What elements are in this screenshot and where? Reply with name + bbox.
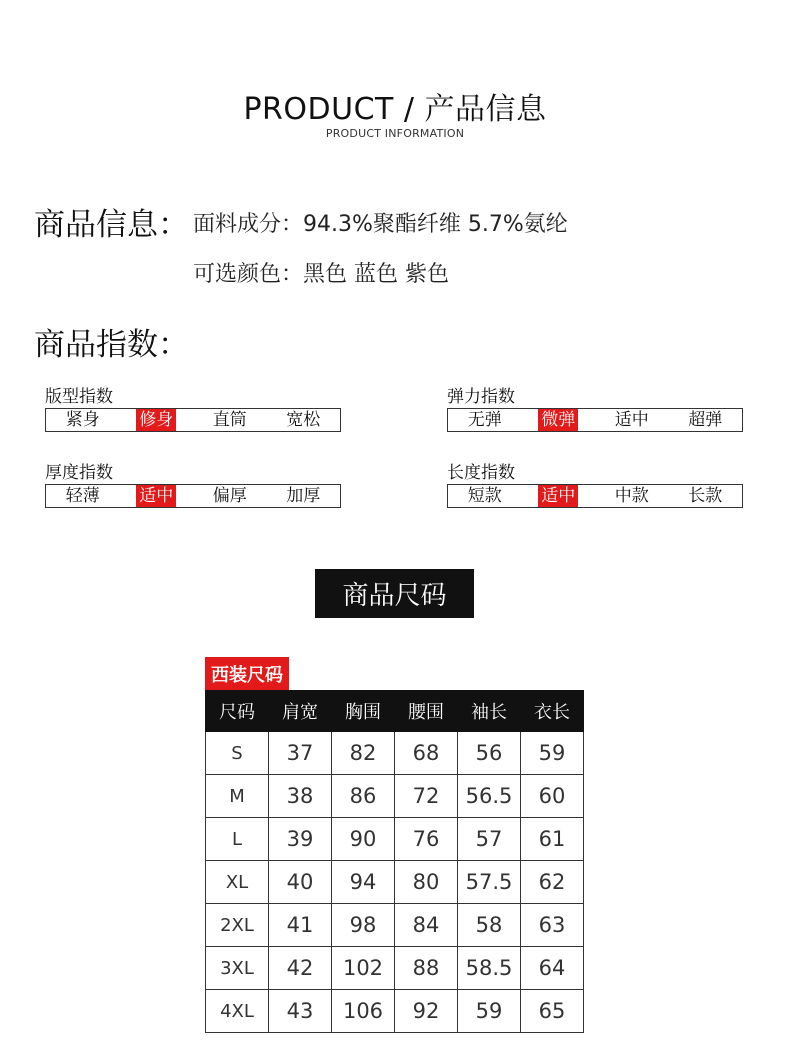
table-row <box>206 904 584 947</box>
length-index-scale <box>447 484 743 508</box>
size-section-heading: 商品尺码 <box>315 569 474 618</box>
index-option <box>669 485 743 507</box>
measure-cell: 88 <box>395 947 458 990</box>
index-option <box>522 485 596 507</box>
measure-cell: 65 <box>521 990 584 1033</box>
thickness-index-scale <box>45 484 341 508</box>
index-option <box>267 409 341 431</box>
column-header: 肩宽 <box>269 691 332 732</box>
page-subtitle: PRODUCT INFORMATION <box>325 127 465 140</box>
index-option-label: 宽松 <box>286 410 321 430</box>
stretch-index-scale <box>447 408 743 432</box>
measure-cell: 61 <box>521 818 584 861</box>
table-row <box>206 818 584 861</box>
index-option <box>120 409 194 431</box>
index-option-label: 长款 <box>688 486 723 506</box>
index-option-label: 超弹 <box>688 410 723 430</box>
measure-cell: 58.5 <box>458 947 521 990</box>
index-option <box>46 485 120 507</box>
measure-cell: 94 <box>332 861 395 904</box>
measure-cell: 60 <box>521 775 584 818</box>
size-cell: L <box>206 818 269 861</box>
measure-cell: 37 <box>269 732 332 775</box>
measure-cell: 56 <box>458 732 521 775</box>
measure-cell: 102 <box>332 947 395 990</box>
index-option-label: 偏厚 <box>212 486 247 506</box>
index-option-label: 紧身 <box>65 410 100 430</box>
product-info-heading: 商品信息： <box>34 207 189 243</box>
thickness-index-label: 厚度指数 <box>45 463 113 483</box>
measure-cell: 59 <box>521 732 584 775</box>
table-row <box>206 947 584 990</box>
measure-cell: 42 <box>269 947 332 990</box>
index-option <box>193 409 267 431</box>
index-option-label: 微弹 <box>538 409 578 431</box>
index-option <box>595 409 669 431</box>
size-cell: S <box>206 732 269 775</box>
measure-cell: 80 <box>395 861 458 904</box>
measure-cell: 57.5 <box>458 861 521 904</box>
index-option-label: 轻薄 <box>65 486 100 506</box>
index-option <box>193 485 267 507</box>
measure-cell: 40 <box>269 861 332 904</box>
measure-cell: 72 <box>395 775 458 818</box>
column-header: 袖长 <box>458 691 521 732</box>
index-option-label: 中款 <box>614 486 649 506</box>
column-header: 尺码 <box>206 691 269 732</box>
measure-cell: 57 <box>458 818 521 861</box>
index-option-label: 修身 <box>136 409 176 431</box>
measure-cell: 62 <box>521 861 584 904</box>
index-option-label: 无弹 <box>467 410 502 430</box>
index-option <box>46 409 120 431</box>
measure-cell: 84 <box>395 904 458 947</box>
size-cell: M <box>206 775 269 818</box>
table-row <box>206 990 584 1033</box>
measure-cell: 38 <box>269 775 332 818</box>
size-table <box>205 690 584 1033</box>
index-option <box>448 409 522 431</box>
measure-cell: 64 <box>521 947 584 990</box>
measure-cell: 82 <box>332 732 395 775</box>
measure-cell: 106 <box>332 990 395 1033</box>
color-options: 可选颜色：黑色 蓝色 紫色 <box>193 262 449 287</box>
measure-cell: 98 <box>332 904 395 947</box>
length-index-label: 长度指数 <box>447 463 515 483</box>
measure-cell: 41 <box>269 904 332 947</box>
table-row <box>206 732 584 775</box>
fabric-info: 面料成分：94.3%聚酯纤维 5.7%氨纶 <box>193 212 568 237</box>
size-cell: 3XL <box>206 947 269 990</box>
size-cell: 4XL <box>206 990 269 1033</box>
measure-cell: 63 <box>521 904 584 947</box>
measure-cell: 68 <box>395 732 458 775</box>
column-header: 胸围 <box>332 691 395 732</box>
size-cell: 2XL <box>206 904 269 947</box>
size-table-body <box>206 732 584 1033</box>
index-option-label: 适中 <box>614 410 649 430</box>
stretch-index-label: 弹力指数 <box>447 387 515 407</box>
measure-cell: 39 <box>269 818 332 861</box>
column-header: 腰围 <box>395 691 458 732</box>
index-option-label: 加厚 <box>286 486 321 506</box>
measure-cell: 59 <box>458 990 521 1033</box>
measure-cell: 56.5 <box>458 775 521 818</box>
product-index-heading: 商品指数： <box>34 327 189 363</box>
index-option <box>120 485 194 507</box>
measure-cell: 76 <box>395 818 458 861</box>
table-row <box>206 775 584 818</box>
table-row <box>206 861 584 904</box>
index-option <box>595 485 669 507</box>
index-option <box>522 409 596 431</box>
fit-index-label: 版型指数 <box>45 387 113 407</box>
index-option-label: 短款 <box>467 486 502 506</box>
index-option-label: 适中 <box>136 485 176 507</box>
index-option-label: 直筒 <box>212 410 247 430</box>
measure-cell: 86 <box>332 775 395 818</box>
index-option <box>267 485 341 507</box>
index-option-label: 适中 <box>538 485 578 507</box>
index-option <box>448 485 522 507</box>
measure-cell: 90 <box>332 818 395 861</box>
size-table-tag: 西装尺码 <box>205 657 289 690</box>
measure-cell: 43 <box>269 990 332 1033</box>
measure-cell: 92 <box>395 990 458 1033</box>
column-header: 衣长 <box>521 691 584 732</box>
page-title: PRODUCT / 产品信息 <box>243 92 547 127</box>
size-table-header <box>206 691 584 732</box>
size-cell: XL <box>206 861 269 904</box>
index-option <box>669 409 743 431</box>
fit-index-scale <box>45 408 341 432</box>
measure-cell: 58 <box>458 904 521 947</box>
